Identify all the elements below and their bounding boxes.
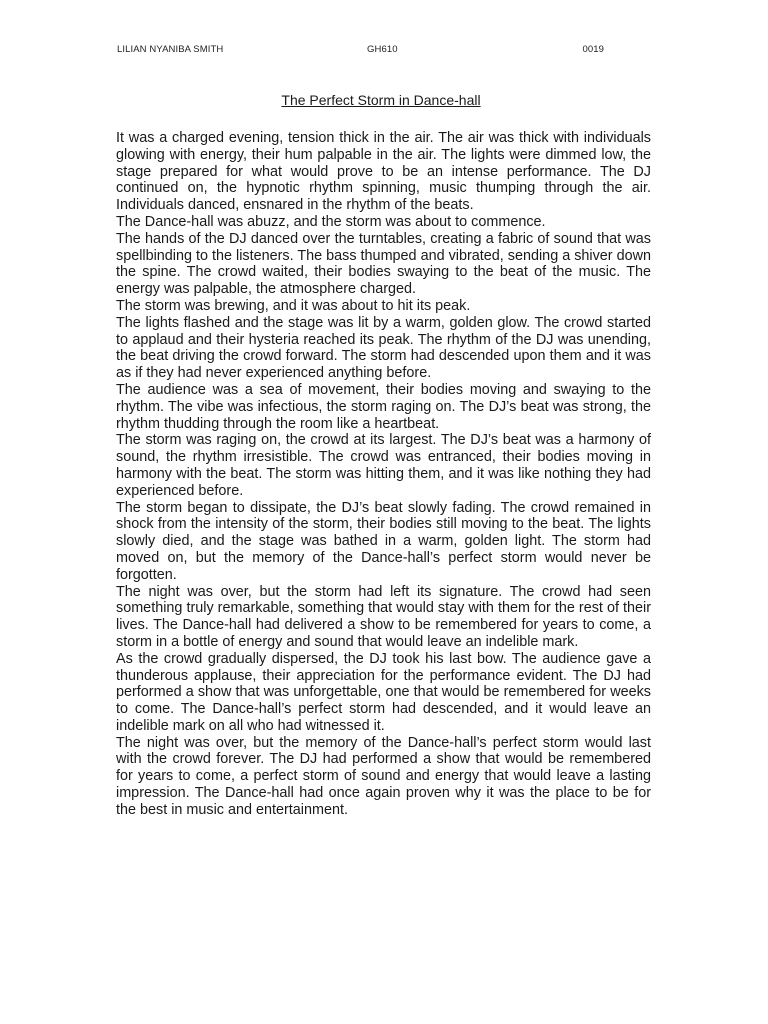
paragraph: The hands of the DJ danced over the turntables, creating a fabric of sound that was spellbinding to the listeners. The bass thumped and vibrated, sending a shiver down the spine. The crowd waited, their bodies swaying to the beat of the music. The energy was palpable, the atmosphere charged.	[116, 230, 651, 298]
paragraph: The storm began to dissipate, the DJ’s beat slowly fading. The crowd remained in shock from the intensity of the storm, their bodies still moving to the beat. The lights slowly died, and the stage was bathed in a warm, golden light. The storm had moved on, but the memory of the Dance-hall’s perfect storm would never be forgotten.	[116, 499, 651, 583]
header-author: LILIAN NYANIBA SMITH	[117, 44, 224, 55]
document-title: The Perfect Storm in Dance-hall	[281, 92, 481, 108]
paragraph: It was a charged evening, tension thick in the air. The air was thick with individuals glowing with energy, their hum palpable in the air. The lights were dimmed low, the stage prepared for what would prove to be an intense performance. The DJ continued on, the hypnotic rhythm spinning, music thumping through the air. Individuals danced, ensnared in the rhythm of the beats.	[116, 130, 651, 214]
paragraph: The storm was brewing, and it was about to hit its peak.	[116, 297, 471, 314]
paragraph: The Dance-hall was abuzz, and the storm was about to commence.	[116, 213, 546, 230]
page-header	[117, 44, 651, 58]
paragraph: The audience was a sea of movement, their bodies moving and swaying to the rhythm. The vibe was infectious, the storm raging on. The DJ’s beat was strong, the rhythm thudding through the room like a heartbeat.	[116, 381, 651, 432]
paragraph: The night was over, but the memory of the Dance-hall’s perfect storm would last with the crowd forever. The DJ had performed a show that would be remembered for years to come, a perfect storm of sound and energy that would leave a lasting impression. The Dance-hall had once again proven why it was the place to be for the best in music and entertainment.	[116, 734, 651, 818]
paragraph: The lights flashed and the stage was lit by a warm, golden glow. The crowd started to applaud and their hysteria reached its peak. The rhythm of the DJ was unending, the beat driving the crowd forward. The storm had descended upon them and it was as if they had never experienced anything before.	[116, 314, 651, 382]
document-body	[116, 130, 651, 819]
paragraph: The night was over, but the storm had left its signature. The crowd had seen something truly remarkable, something that would stay with them for the rest of their lives. The Dance-hall had delivered a show to be remembered for years to come, a storm in a bottle of energy and sound that would leave an indelible mark.	[116, 583, 651, 650]
paragraph: As the crowd gradually dispersed, the DJ took his last bow. The audience gave a thunderous applause, their appreciation for the performance evident. The DJ had performed a show that was unforgettable, one that would be remembered for weeks to come. The Dance-hall’s perfect storm had descended, and it would leave an indelible mark on all who had witnessed it.	[116, 650, 651, 734]
header-course: GH610	[367, 44, 398, 55]
header-number: 0019	[582, 44, 604, 55]
paragraph: The storm was raging on, the crowd at its largest. The DJ’s beat was a harmony of sound, the rhythm irresistible. The crowd was entranced, their bodies moving in harmony with the beat. The storm was hitting them, and it was like nothing they had experienced before.	[116, 432, 651, 499]
